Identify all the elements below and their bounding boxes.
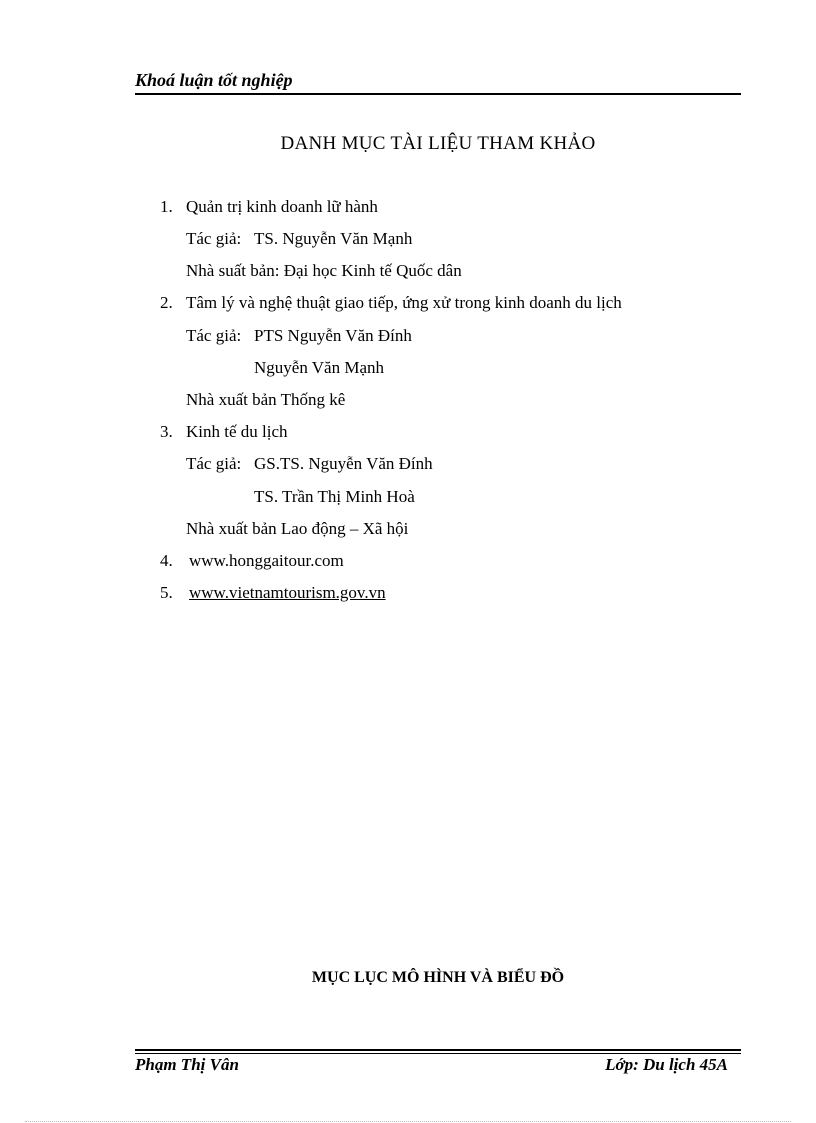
page-title: DANH MỤC TÀI LIỆU THAM KHẢO [280, 133, 596, 154]
reference-title: Kinh tế du lịch [186, 422, 288, 441]
reference-number: 4. [160, 551, 173, 570]
author-name: Nguyễn Văn Mạnh [254, 358, 384, 377]
reference-url[interactable]: www.honggaitour.com [189, 551, 344, 570]
author-label: Tác giả: [186, 326, 242, 345]
author-name: PTS Nguyễn Văn Đính [254, 326, 412, 345]
footer-rule [135, 1053, 741, 1054]
reference-number: 3. [160, 422, 173, 441]
header-title: Khoá luận tốt nghiệp [135, 70, 293, 90]
reference-title: Tâm lý và nghệ thuật giao tiếp, ứng xử trong kinh doanh du lịch [186, 293, 622, 312]
header-rule [135, 93, 741, 95]
reference-publisher: Nhà xuất bản Lao động – Xã hội [186, 519, 409, 538]
reference-publisher: Nhà xuất bản Thống kê [186, 390, 346, 409]
footer-rule [135, 1049, 741, 1051]
reference-number: 1. [160, 197, 173, 216]
author-name: TS. Trần Thị Minh Hoà [254, 487, 415, 506]
author-label: Tác giả: [186, 229, 242, 248]
page-edge [25, 1121, 791, 1122]
author-name: GS.TS. Nguyễn Văn Đính [254, 454, 433, 473]
reference-number: 5. [160, 583, 173, 602]
footer-author: Phạm Thị Vân [135, 1055, 239, 1074]
reference-title: Quản trị kinh doanh lữ hành [186, 197, 378, 216]
reference-publisher: Nhà suất bản: Đại học Kinh tế Quốc dân [186, 261, 462, 280]
section-title: MỤC LỤC MÔ HÌNH VÀ BIỂU ĐỒ [311, 969, 565, 986]
author-label: Tác giả: [186, 454, 242, 473]
reference-link[interactable]: www.vietnamtourism.gov.vn [189, 583, 386, 602]
reference-number: 2. [160, 293, 173, 312]
author-name: TS. Nguyễn Văn Mạnh [254, 229, 413, 248]
footer-class: Lớp: Du lịch 45A [605, 1055, 728, 1074]
